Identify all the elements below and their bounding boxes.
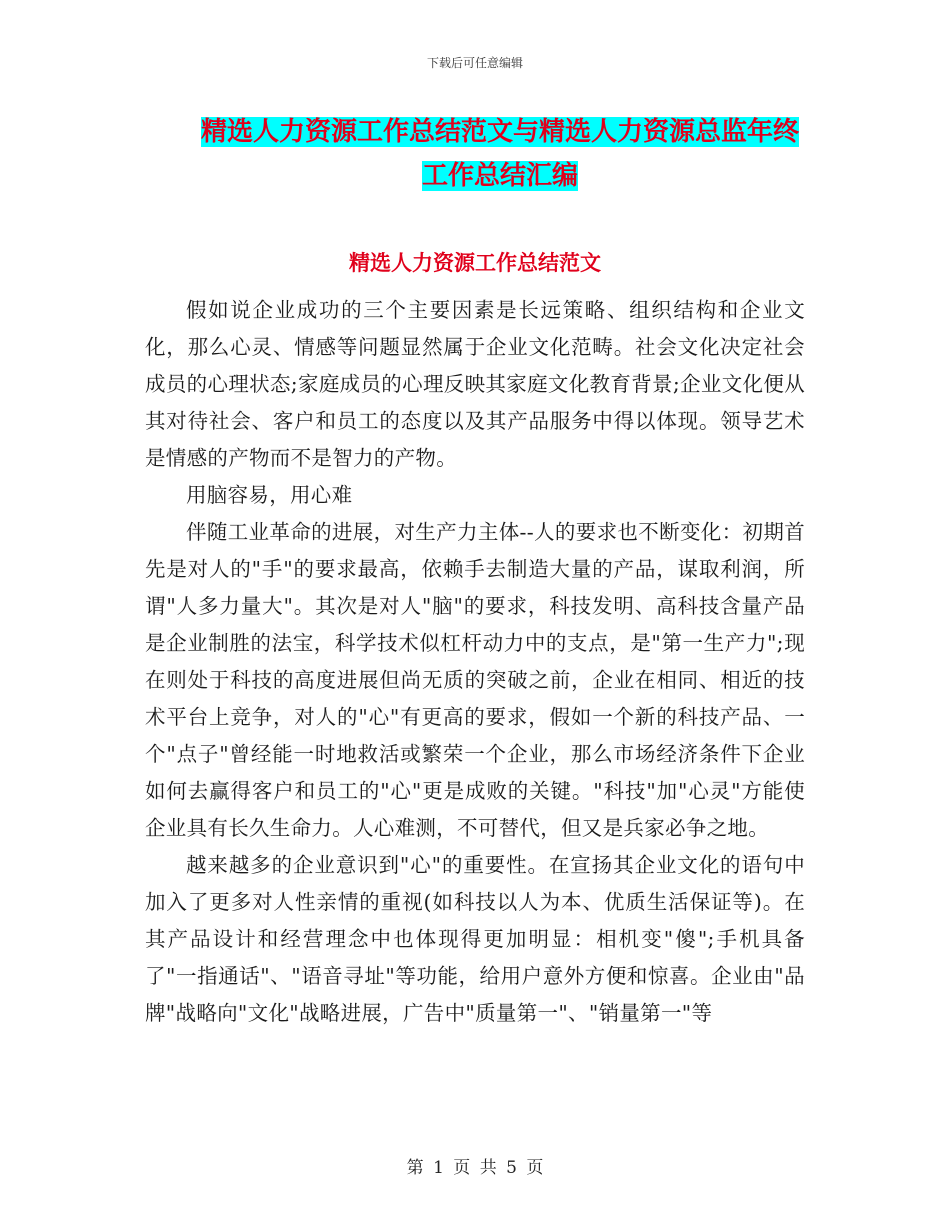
page-footer: 第 1 页 共 5 页 (406, 1158, 544, 1178)
section-title: 精选人力资源工作总结范文 (349, 251, 601, 275)
paragraph: 用脑容易，用心难 (186, 483, 353, 507)
paragraph: 假如说企业成功的三个主要因素是长远策略、组织结构和企业文化，那么心灵、情感等问题显然属于企业文化范畴。社会文化决定社会成员的心理状态;家庭成员的心理反映其家庭文化教育背景;企业文化便从其对待社会、客户和员工的态度以及其产品服务中得以体现。领导艺术是情感的产物而不是智力的产物。 (145, 298, 805, 470)
header-note: 下载后可任意编辑 (426, 56, 523, 70)
document-title-line-1: 精选人力资源工作总结范文与精选人力资源总监年终 (200, 117, 799, 147)
paragraph: 越来越多的企业意识到"心"的重要性。在宣扬其企业文化的语句中加入了更多对人性亲情的重视(如科技以人为本、优质生活保证等)。在其产品设计和经营理念中也体现得更加明显：相机变"傻";手机具备了"一指通话"、"语音寻址"等功能，给用户意外方便和惊喜。企业由"品牌"战略向"文化"战略进展，广告中"质量第一"、"销量第一"等 (145, 853, 805, 1025)
document-title (190, 110, 810, 198)
paragraph: 伴随工业革命的进展，对生产力主体--人的要求也不断变化：初期首先是对人的"手"的要求最高，依赖手去制造大量的产品，谋取利润，所谓"人多力量大"。其次是对人"脑"的要求，科技发明、高科技含量产品是企业制胜的法宝，科学技术似杠杆动力中的支点，是"第一生产力";现在则处于科技的高度进展但尚无质的突破之前，企业在相同、相近的技术平台上竞争，对人的"心"有更高的要求，假如一个新的科技产品、一个"点子"曾经能一时地救活或繁荣一个企业，那么市场经济条件下企业如何去赢得客户和员工的"心"更是成败的关键。"科技"加"心灵"方能使企业具有长久生命力。人心难测，不可替代，但又是兵家必争之地。 (145, 520, 805, 840)
body-text (145, 292, 805, 1032)
document-title-line-2: 工作总结汇编 (421, 161, 578, 191)
